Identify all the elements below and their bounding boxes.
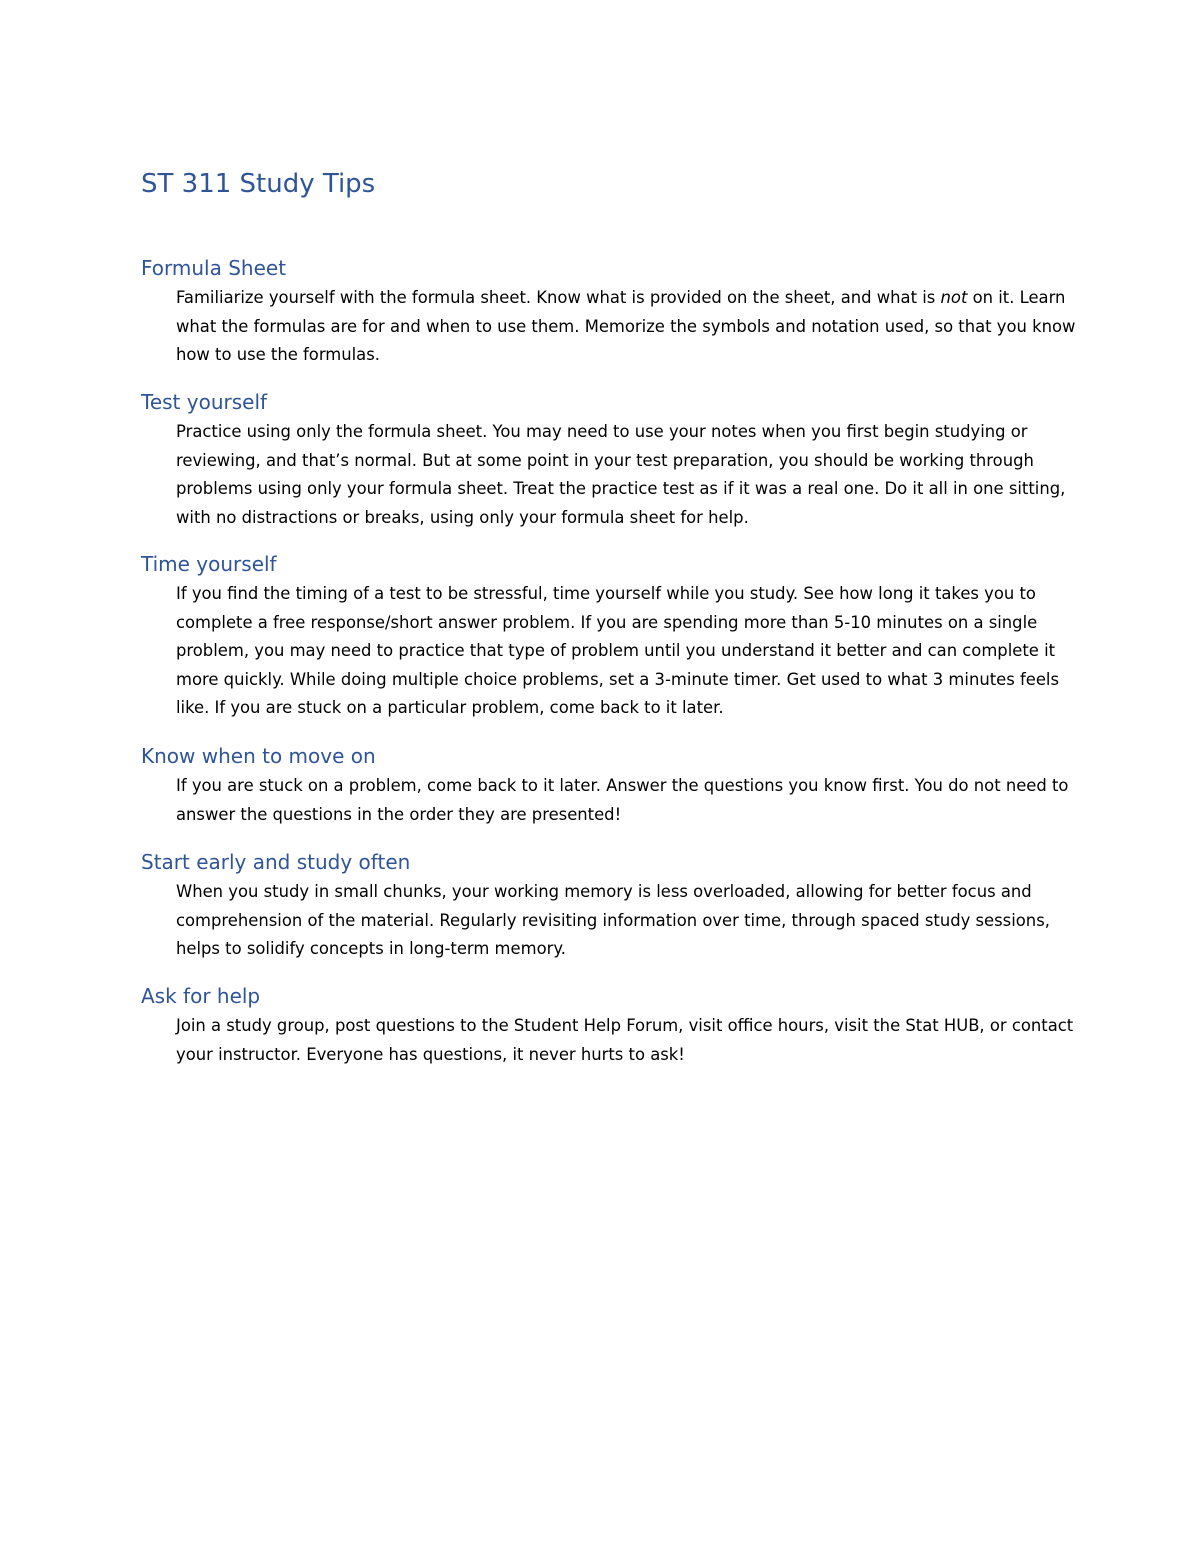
section-heading-start-early: Start early and study often: [141, 850, 411, 874]
page-title: ST 311 Study Tips: [141, 169, 376, 199]
section-test-yourself: [141, 388, 1081, 532]
section-body-ask-for-help: [176, 1012, 1081, 1069]
section-heading-know-when-to-move-on: Know when to move on: [141, 744, 376, 768]
section-paragraph: [176, 284, 1081, 370]
section-paragraph: Practice using only the formula sheet. You may need to use your notes when you first begin studying or reviewing, and that’s normal. But at some point in your test preparation, you should be working through problems using only your formula sheet. Treat the practice test as if it was a real one. Do it all in one sitting, with no distractions or breaks, using only your formula sheet for help.: [176, 422, 1066, 527]
section-paragraph: When you study in small chunks, your working memory is less overloaded, allowing for better focus and comprehension of the material. Regularly revisiting information over time, through spaced study sessions, helps to solidify concepts in long-term memory.: [176, 882, 1050, 959]
section-paragraph: Join a study group, post questions to the Student Help Forum, visit office hours, visit the Stat HUB, or contact your instructor. Everyone has questions, it never hurts to ask!: [176, 1016, 1074, 1064]
section-heading-time-yourself: Time yourself: [141, 552, 277, 576]
emphasis-text: not: [940, 288, 968, 307]
section-body-formula-sheet: [176, 284, 1081, 370]
section-know-when-to-move-on: [141, 742, 1081, 829]
section-formula-sheet: [141, 254, 1081, 370]
section-paragraph: If you are stuck on a problem, come back to it later. Answer the questions you know first. You do not need to answer the questions in the order they are presented!: [176, 776, 1069, 824]
section-start-early: [141, 848, 1081, 964]
section-heading-ask-for-help: Ask for help: [141, 984, 261, 1008]
section-body-time-yourself: [176, 580, 1081, 723]
section-paragraph: If you find the timing of a test to be stressful, time yourself while you study. See how long it takes you to complete a free response/short answer problem. If you are spending more than 5-10 minutes on a single problem, you may need to practice that type of problem until you understand it better and can complete it more quickly. While doing multiple choice problems, set a 3-minute timer. Get used to what 3 minutes feels like. If you are stuck on a particular problem, come back to it later.: [176, 584, 1060, 718]
section-heading-test-yourself: Test yourself: [141, 390, 268, 414]
body-text: on it. Learn what the formulas are for and when to use them. Memorize the symbols and notation used, so that you know how to use the formulas.: [176, 288, 1076, 365]
section-heading-formula-sheet: Formula Sheet: [141, 256, 287, 280]
body-text: Familiarize yourself with the formula sheet. Know what is provided on the sheet, and what is: [176, 288, 941, 307]
section-ask-for-help: [141, 982, 1081, 1069]
section-body-start-early: [176, 878, 1081, 964]
section-time-yourself: [141, 550, 1081, 723]
section-body-test-yourself: [176, 418, 1081, 532]
section-body-know-when-to-move-on: [176, 772, 1081, 829]
